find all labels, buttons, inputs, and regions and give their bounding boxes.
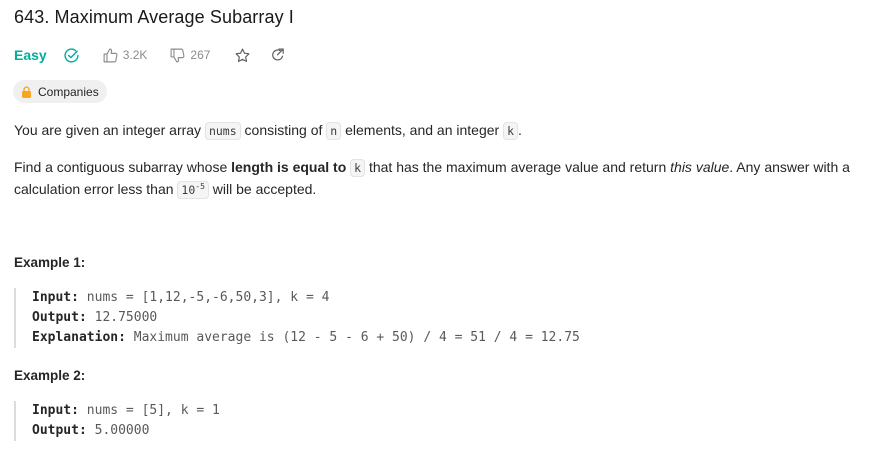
label: Output: xyxy=(32,310,87,325)
share-icon[interactable] xyxy=(269,47,286,64)
text: . Any answer with a calculation error less than xyxy=(14,159,850,197)
star-icon[interactable] xyxy=(234,47,251,64)
example-1-output xyxy=(32,308,580,328)
example-2-output xyxy=(32,421,220,441)
text: will be accepted. xyxy=(208,181,317,197)
text: You are given an integer array xyxy=(14,122,205,138)
example-2-input xyxy=(32,401,220,421)
bold-text: length is equal to xyxy=(231,159,347,175)
value: 12.75000 xyxy=(86,310,158,325)
solved-check-icon xyxy=(63,47,80,64)
like-count: 3.2K xyxy=(122,48,148,62)
problem-meta-bar xyxy=(14,44,286,66)
description-paragraph-1 xyxy=(14,120,522,142)
dislike-button[interactable] xyxy=(169,47,210,64)
superscript: -5 xyxy=(195,182,205,192)
like-button[interactable] xyxy=(102,47,148,64)
label: Output: xyxy=(32,423,87,438)
label: Explanation: xyxy=(32,330,126,345)
code-tolerance xyxy=(177,181,209,199)
text: that has the maximum average value and return xyxy=(365,159,671,175)
value: 5.00000 xyxy=(86,423,150,438)
example-2-block xyxy=(14,401,220,441)
lock-icon xyxy=(21,86,32,98)
text: elements, and an integer xyxy=(341,122,504,138)
example-1-title: Example 1: xyxy=(14,255,86,270)
page-title[interactable]: 643. Maximum Average Subarray I xyxy=(14,7,294,27)
thumbs-up-icon xyxy=(102,47,119,64)
description-paragraph-2 xyxy=(14,157,854,201)
value: nums = [5], k = 1 xyxy=(78,403,220,418)
example-1-input xyxy=(32,288,580,308)
code-k: k xyxy=(503,122,518,140)
text: Find a contiguous subarray whose xyxy=(14,159,232,175)
text: consisting of xyxy=(240,122,327,138)
difficulty-badge: Easy xyxy=(14,47,47,63)
label: Input: xyxy=(32,403,79,418)
companies-label: Companies xyxy=(38,84,99,99)
example-1-explanation xyxy=(32,328,580,348)
code-k: k xyxy=(350,159,365,177)
code-nums: nums xyxy=(205,122,241,140)
dislike-count: 267 xyxy=(190,48,211,62)
code-n: n xyxy=(326,122,341,140)
example-2-title: Example 2: xyxy=(14,368,86,383)
thumbs-down-icon xyxy=(169,47,186,64)
value: Maximum average is (12 - 5 - 6 + 50) / 4 = 51 / 4 = 12.75 xyxy=(125,330,580,345)
text: . xyxy=(518,122,522,138)
value: nums = [1,12,-5,-6,50,3], k = 4 xyxy=(78,290,330,305)
text: 10 xyxy=(181,183,196,197)
example-1-block xyxy=(14,288,580,348)
label: Input: xyxy=(32,290,79,305)
companies-button[interactable] xyxy=(13,80,107,103)
italic-text: this value xyxy=(670,159,730,175)
